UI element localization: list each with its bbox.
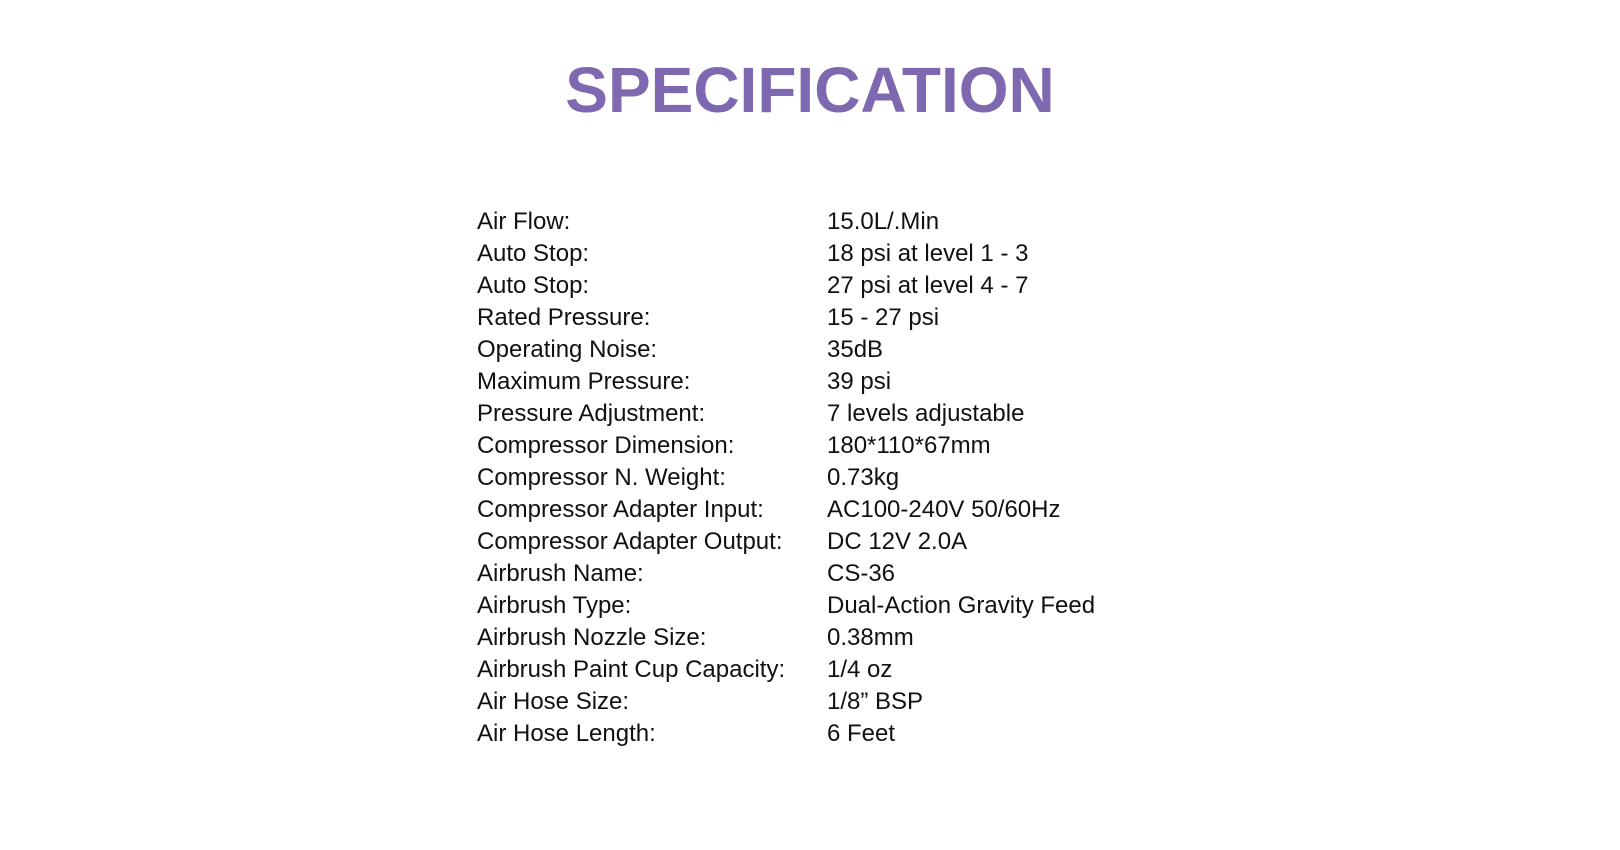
spec-row xyxy=(477,206,1095,238)
spec-row xyxy=(477,334,1095,366)
spec-label: Airbrush Paint Cup Capacity: xyxy=(477,656,786,683)
spec-label: Maximum Pressure: xyxy=(477,368,691,395)
spec-row xyxy=(477,558,1095,590)
spec-label: Auto Stop: xyxy=(477,272,590,299)
spec-value: 1/8” BSP xyxy=(827,688,924,715)
spec-value: 35dB xyxy=(827,336,884,363)
spec-label: Rated Pressure: xyxy=(477,304,651,331)
spec-label: Compressor N. Weight: xyxy=(477,464,726,491)
spec-row xyxy=(477,238,1095,270)
spec-value: CS-36 xyxy=(827,560,896,587)
spec-value: 15 - 27 psi xyxy=(827,304,940,331)
page-title: SPECIFICATION xyxy=(565,54,1055,126)
spec-label: Compressor Dimension: xyxy=(477,432,735,459)
spec-value: 18 psi at level 1 - 3 xyxy=(827,240,1029,267)
spec-row xyxy=(477,462,1095,494)
spec-value: 180*110*67mm xyxy=(827,432,991,459)
spec-value: 6 Feet xyxy=(827,720,896,747)
spec-value: 0.38mm xyxy=(827,624,914,651)
spec-row xyxy=(477,718,1095,750)
spec-label: Auto Stop: xyxy=(477,240,590,267)
spec-label: Airbrush Nozzle Size: xyxy=(477,624,707,651)
spec-label: Operating Noise: xyxy=(477,336,658,363)
spec-label: Air Hose Length: xyxy=(477,720,656,747)
spec-row xyxy=(477,622,1095,654)
spec-value: 39 psi xyxy=(827,368,892,395)
spec-label: Airbrush Type: xyxy=(477,592,632,619)
spec-row xyxy=(477,526,1095,558)
spec-value: 7 levels adjustable xyxy=(827,400,1025,427)
spec-row xyxy=(477,654,1095,686)
spec-row xyxy=(477,430,1095,462)
spec-label: Pressure Adjustment: xyxy=(477,400,706,427)
spec-row xyxy=(477,398,1095,430)
spec-value: 1/4 oz xyxy=(827,656,893,683)
spec-value: 27 psi at level 4 - 7 xyxy=(827,272,1029,299)
spec-label: Air Hose Size: xyxy=(477,688,630,715)
spec-row xyxy=(477,590,1095,622)
spec-row xyxy=(477,686,1095,718)
spec-value: 0.73kg xyxy=(827,464,900,491)
spec-label: Compressor Adapter Output: xyxy=(477,528,783,555)
spec-label: Air Flow: xyxy=(477,208,571,235)
spec-value: Dual-Action Gravity Feed xyxy=(827,592,1096,619)
spec-label: Airbrush Name: xyxy=(477,560,644,587)
spec-row xyxy=(477,366,1095,398)
spec-value: DC 12V 2.0A xyxy=(827,528,968,555)
spec-value: AC100-240V 50/60Hz xyxy=(827,496,1061,523)
spec-table-body xyxy=(477,206,1095,750)
spec-label: Compressor Adapter Input: xyxy=(477,496,764,523)
spec-table xyxy=(477,206,1095,750)
spec-row xyxy=(477,302,1095,334)
spec-row xyxy=(477,270,1095,302)
spec-row xyxy=(477,494,1095,526)
spec-value: 15.0L/.Min xyxy=(827,208,940,235)
